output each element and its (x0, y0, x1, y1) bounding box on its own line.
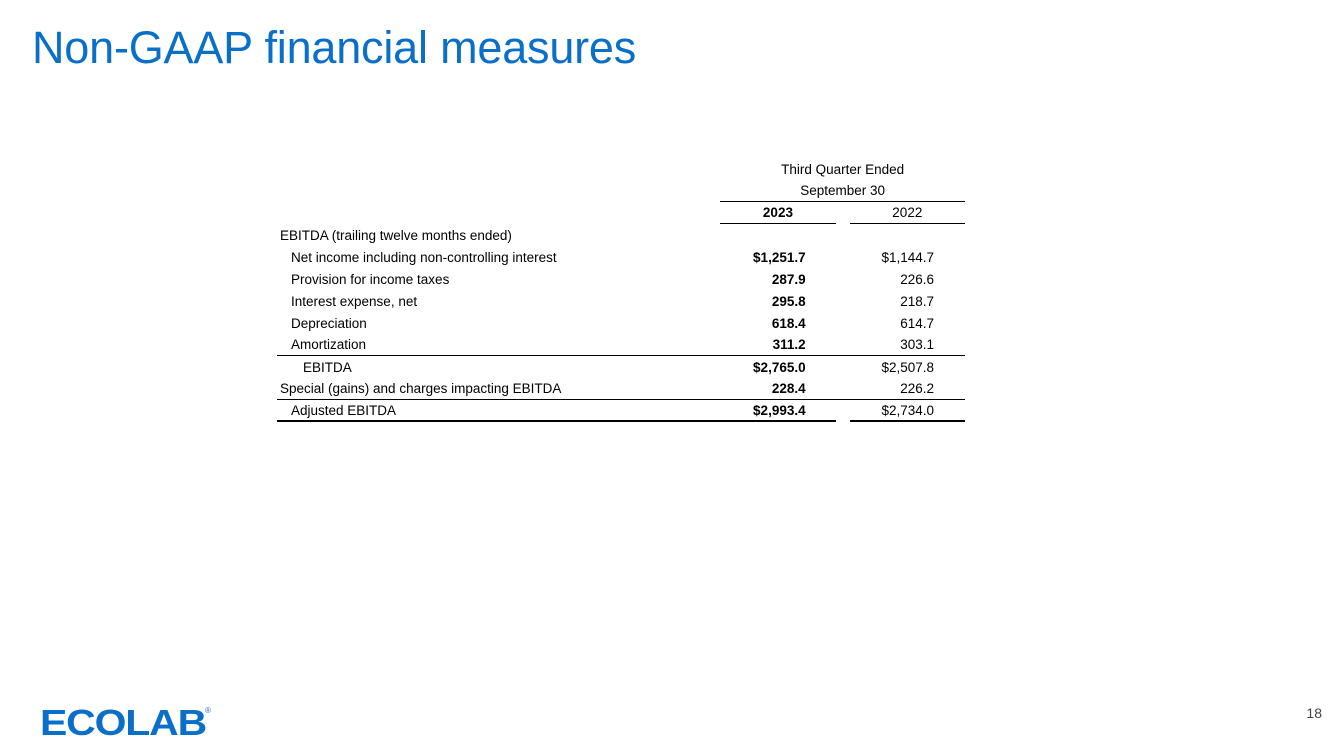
row-label: Depreciation (291, 315, 367, 331)
ecolab-logo (40, 703, 212, 739)
row-value-2023: 287.9 (771, 271, 806, 287)
row-value-2022: $2,507.8 (881, 359, 934, 375)
logo-trademark: ® (205, 706, 211, 715)
special-charges-row (277, 378, 965, 400)
row-value-2023: 618.4 (771, 315, 806, 331)
row-label: Interest expense, net (291, 293, 418, 309)
row-value-2022: 303.1 (850, 334, 965, 356)
logo-wordmark: ECOLAB (40, 703, 206, 739)
row-value-2023: $1,251.7 (753, 249, 806, 265)
ebitda-row (277, 356, 965, 378)
row-label: Net income including non-controlling interest (291, 249, 557, 265)
table-row (277, 268, 965, 290)
row-label: Provision for income taxes (291, 271, 450, 287)
row-value-2022: 226.6 (900, 271, 934, 287)
table-row (277, 246, 965, 268)
table-row (277, 290, 965, 312)
row-value-2022: 614.7 (900, 315, 934, 331)
row-value-2023: 311.2 (720, 334, 835, 356)
section-row (277, 224, 965, 246)
adjusted-ebitda-row (277, 400, 965, 422)
table-row (277, 334, 965, 356)
row-value-2022: $2,734.0 (850, 400, 965, 422)
row-label: Special (gains) and charges impacting EBITDA (277, 378, 720, 400)
header-date: September 30 (720, 180, 965, 202)
row-value-2022: $1,144.7 (881, 249, 934, 265)
table-row (277, 312, 965, 334)
row-value-2023: $2,765.0 (753, 359, 806, 375)
section-label: EBITDA (trailing twelve months ended) (280, 227, 512, 243)
row-label: Adjusted EBITDA (277, 400, 720, 422)
row-label: Amortization (277, 334, 720, 356)
table-header-years (277, 202, 965, 224)
header-year-2023: 2023 (720, 202, 835, 224)
row-value-2022: 226.2 (850, 378, 965, 400)
row-value-2023: $2,993.4 (720, 400, 835, 422)
slide-title: Non-GAAP financial measures (32, 22, 637, 73)
row-value-2023: 228.4 (720, 378, 835, 400)
table-header-row-2 (277, 180, 965, 202)
table-header-row-1 (277, 158, 965, 180)
header-period: Third Quarter Ended (781, 161, 905, 177)
page-number: 18 (1306, 705, 1322, 721)
header-year-2022: 2022 (850, 202, 965, 224)
row-label: EBITDA (303, 359, 352, 375)
row-value-2023: 295.8 (771, 293, 806, 309)
ebitda-table (277, 158, 965, 422)
row-value-2022: 218.7 (900, 293, 934, 309)
